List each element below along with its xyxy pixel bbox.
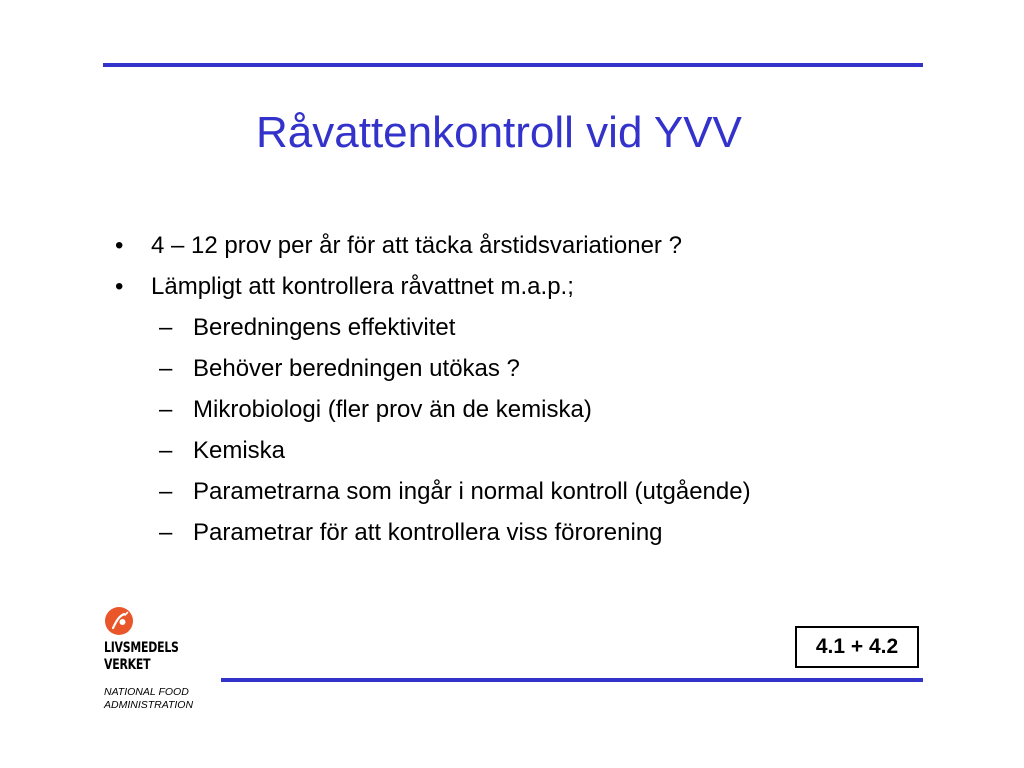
livsmedelsverket-logo-icon	[104, 606, 134, 636]
subbullet-marker: –	[159, 314, 173, 341]
subbullet-marker: –	[159, 396, 173, 423]
logo-sub-line2: ADMINISTRATION	[104, 699, 194, 711]
subbullet-item: Behöver beredningen utökas ?	[193, 355, 520, 382]
subbullet-item: Kemiska	[193, 437, 286, 464]
subbullet-marker: –	[159, 437, 173, 464]
subbullet-item: Parametrarna som ingår i normal kontroll (utgående)	[193, 478, 751, 505]
subbullet-marker: –	[159, 478, 173, 505]
bullet-item: 4 – 12 prov per år för att täcka årstidsvariationer ?	[151, 232, 682, 259]
reference-box	[795, 626, 919, 668]
subbullet-item: Mikrobiologi (fler prov än de kemiska)	[193, 396, 592, 423]
logo-name	[104, 640, 179, 674]
bullet-item: Lämpligt att kontrollera råvattnet m.a.p.;	[151, 273, 574, 300]
bullet-marker: •	[115, 232, 124, 259]
slide-title: Råvattenkontroll vid YVV	[256, 108, 742, 157]
logo-sub-line1: NATIONAL FOOD	[104, 686, 189, 698]
logo-name-line1: LIVSMEDELS	[104, 640, 179, 656]
footer-rule	[221, 678, 923, 682]
subbullet-marker: –	[159, 519, 173, 546]
livsmedelsverket-logo	[104, 606, 224, 716]
subbullet-marker: –	[159, 355, 173, 382]
subbullet-item: Beredningens effektivitet	[193, 314, 456, 341]
logo-name-line2: VERKET	[104, 657, 151, 673]
logo-subtitle	[104, 686, 193, 712]
bullet-marker: •	[115, 273, 124, 300]
reference-label: 4.1 + 4.2	[815, 635, 899, 658]
subbullet-item: Parametrar för att kontrollera viss förorening	[193, 519, 663, 546]
